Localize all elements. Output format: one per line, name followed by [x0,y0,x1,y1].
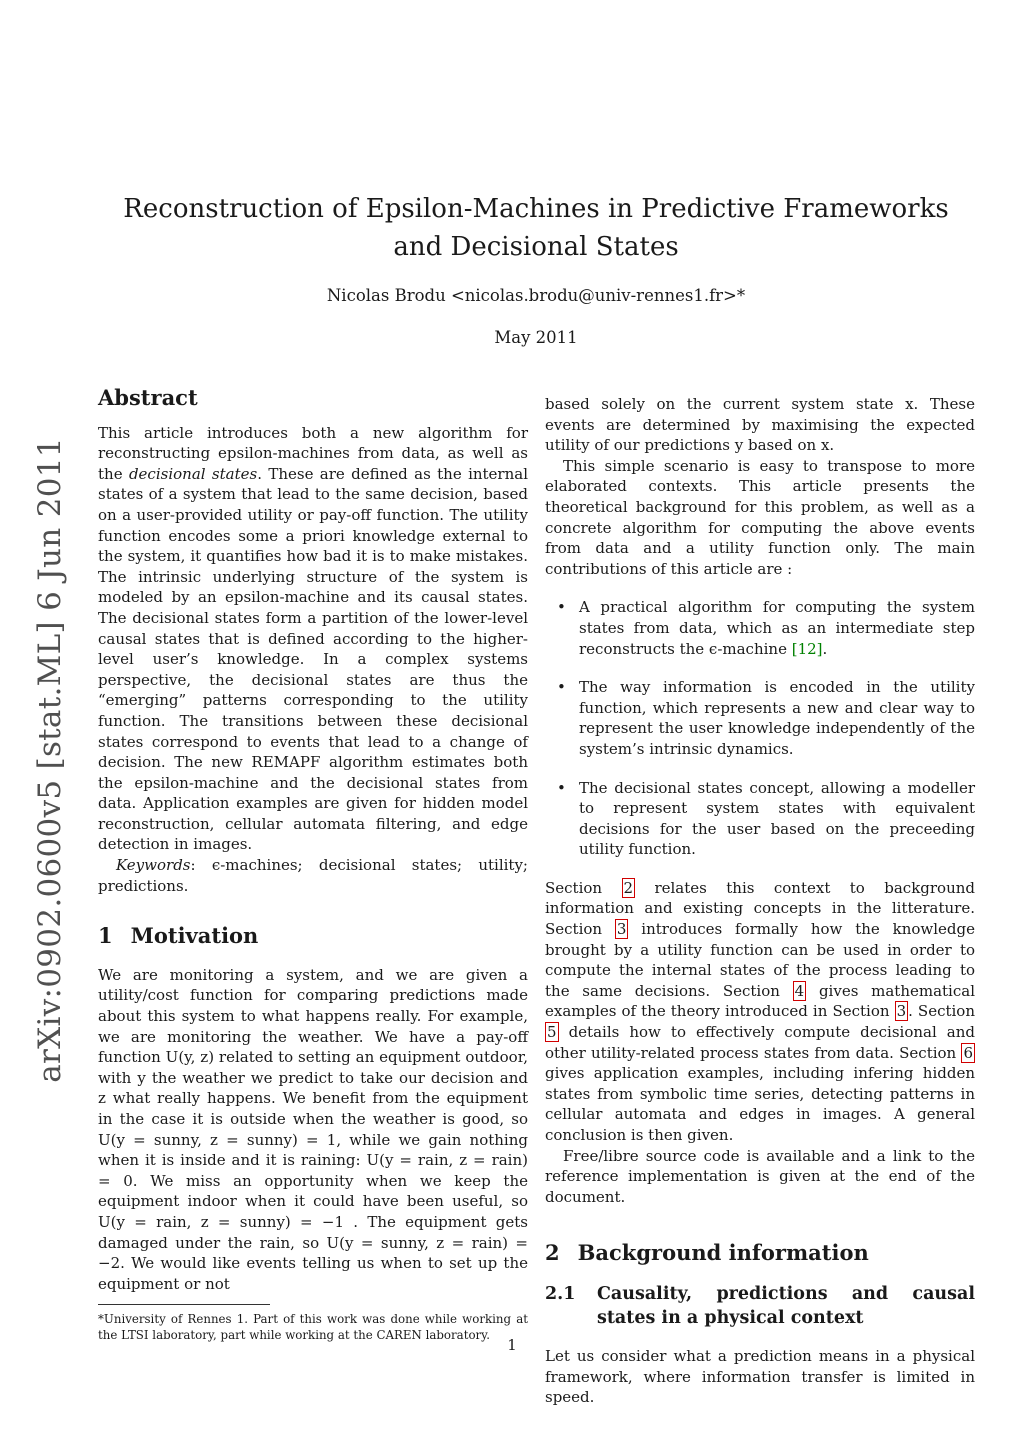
bullet-icon: • [557,598,566,617]
section-1-heading: 1 Motivation [98,923,259,949]
left-column [98,385,529,1343]
bullet-icon: • [557,678,566,697]
emphasis-decisional-states: decisional states [128,464,258,483]
motivation-paragraph: We are monitoring a system, and we are given a utility/cost function for comparing predictions made about this system to what happens really. For example, we are monitoring the weather. We have a pay-off function U(y, z) related to setting an equipment outdoor, with y the weather we predict to take our decision and z what really happens. We benefit from the equipment in the case it is outside when the weather is good, so U(y = sunny, z = sunny) = 1, while we gain nothing when it is inside and it is raining: U(y = rain, z = rain) = 0. We miss an opportunity when we keep the equipment indoor when it could have been useful, so U(y = rain, z = sunny) = −1 . The equipment gets damaged under the rain, so U(y = sunny, z = rain) = −2. We would like events telling us when to set up the equipment or not [98,965,528,1293]
list-item: • The way information is encoded in the utility function, which represents a new and clear way to represent the user knowledge independently of the system’s intrinsic dynamics. [557,678,975,758]
causality-paragraph: Let us consider what a prediction means in a physical framework, where information transfer is limited in speed. [545,1346,975,1407]
scenario-paragraph: This simple scenario is easy to transpose to more elaborated contexts. This article presents the theoretical background for this problem, as well as a concrete algorithm for computing the above events from data and a utility function only. The main contributions of this article are : [545,456,975,578]
section-ref-link[interactable]: 5 [547,1023,557,1042]
page-number: 1 [507,1336,517,1354]
source-code-paragraph: Free/libre source code is available and a link to the reference implementation is given at the end of the document. [545,1146,975,1206]
footnote: *University of Rennes 1. Part of this work was done while working at the LTSI laboratory, part while working at the CAREN laboratory. [98,1312,528,1343]
abstract-heading: Abstract [98,385,198,410]
section-ref-link[interactable]: 6 [963,1043,973,1062]
citation-link[interactable]: [12] [791,639,823,658]
right-column [545,394,975,1408]
list-item: • A practical algorithm for computing the system states from data, which as an intermediate step reconstructs the ϵ-machine [12]. [557,598,975,658]
section-ref-link[interactable]: 2 [623,878,634,897]
keywords: Keywords: ϵ-machines; decisional states; utility; predictions. [98,856,528,895]
footnote-divider [98,1304,270,1305]
outline-paragraph: Section 2 relates this context to background information and existing concepts in the litterature. Section 3 introduces formally how the knowledge brought by a utility function can be used in order to compute the internal states of the process leading to the same decisions. Section 4 gives mathematical examples of the theory introduced in Section 3 . Section 5 details how to effectively compute decisional and other utility-related process states from data. Section 6 gives application examples, including infering hidden states from symbolic time series, detecting patterns in cellular automata and edges in images. A general conclusion is then given. [545,878,976,1144]
list-item: • The decisional states concept, allowing a modeller to represent system states with equivalent decisions for the user based on the preceeding utility function. [557,778,975,859]
section-ref-link[interactable]: 3 [896,1002,907,1021]
paper-date: May 2011 [494,328,578,347]
paper-author: Nicolas Brodu <nicolas.brodu@univ-rennes1.fr>* [326,286,746,305]
bullet-icon: • [557,778,566,797]
continued-paragraph: based solely on the current system state x. These events are determined by maximising the expected utility of our predictions y based on x. [545,395,975,455]
abstract-paragraph: This article introduces both a new algorithm for reconstructing epsilon-machines from data, as well as the decisional states. These are defined as the internal states of a system that lead to the same decision, based on a user-provided utility or pay-off function. The utility function encodes some a priori knowledge external to the system, it quantifies how bad it is to make mistakes. The intrinsic underlying structure of the system is modeled by an epsilon-machine and its causal states. The decisional states form a partition of the lower-level causal states that is defined according to the higher-level user’s knowledge. In a complex systems perspective, the decisional states are thus the “emerging” patterns corresponding to the utility function. The transitions between these decisional states correspond to events that lead to a change of decision. The new REMAPF algorithm estimates both the epsilon-machine and the decisional states from data. Application examples are given for hidden model reconstruction, cellular automata filtering, and edge detection in images. [98,423,529,854]
section-ref-link[interactable]: 4 [794,981,805,1000]
subsection-2-1-heading: 2.1 Causality, predictions and causal states in a physical context [545,1283,975,1328]
section-2-heading: 2 Background information [545,1240,869,1266]
paper-title: Reconstruction of Epsilon-Machines in Predictive Frameworks and Decisional States [123,194,949,262]
arxiv-side-stamp: arXiv:0902.0600v5 [stat.ML] 6 Jun 2011 [32,437,68,1083]
section-ref-link[interactable]: 3 [616,920,627,939]
contributions-list [545,597,975,860]
